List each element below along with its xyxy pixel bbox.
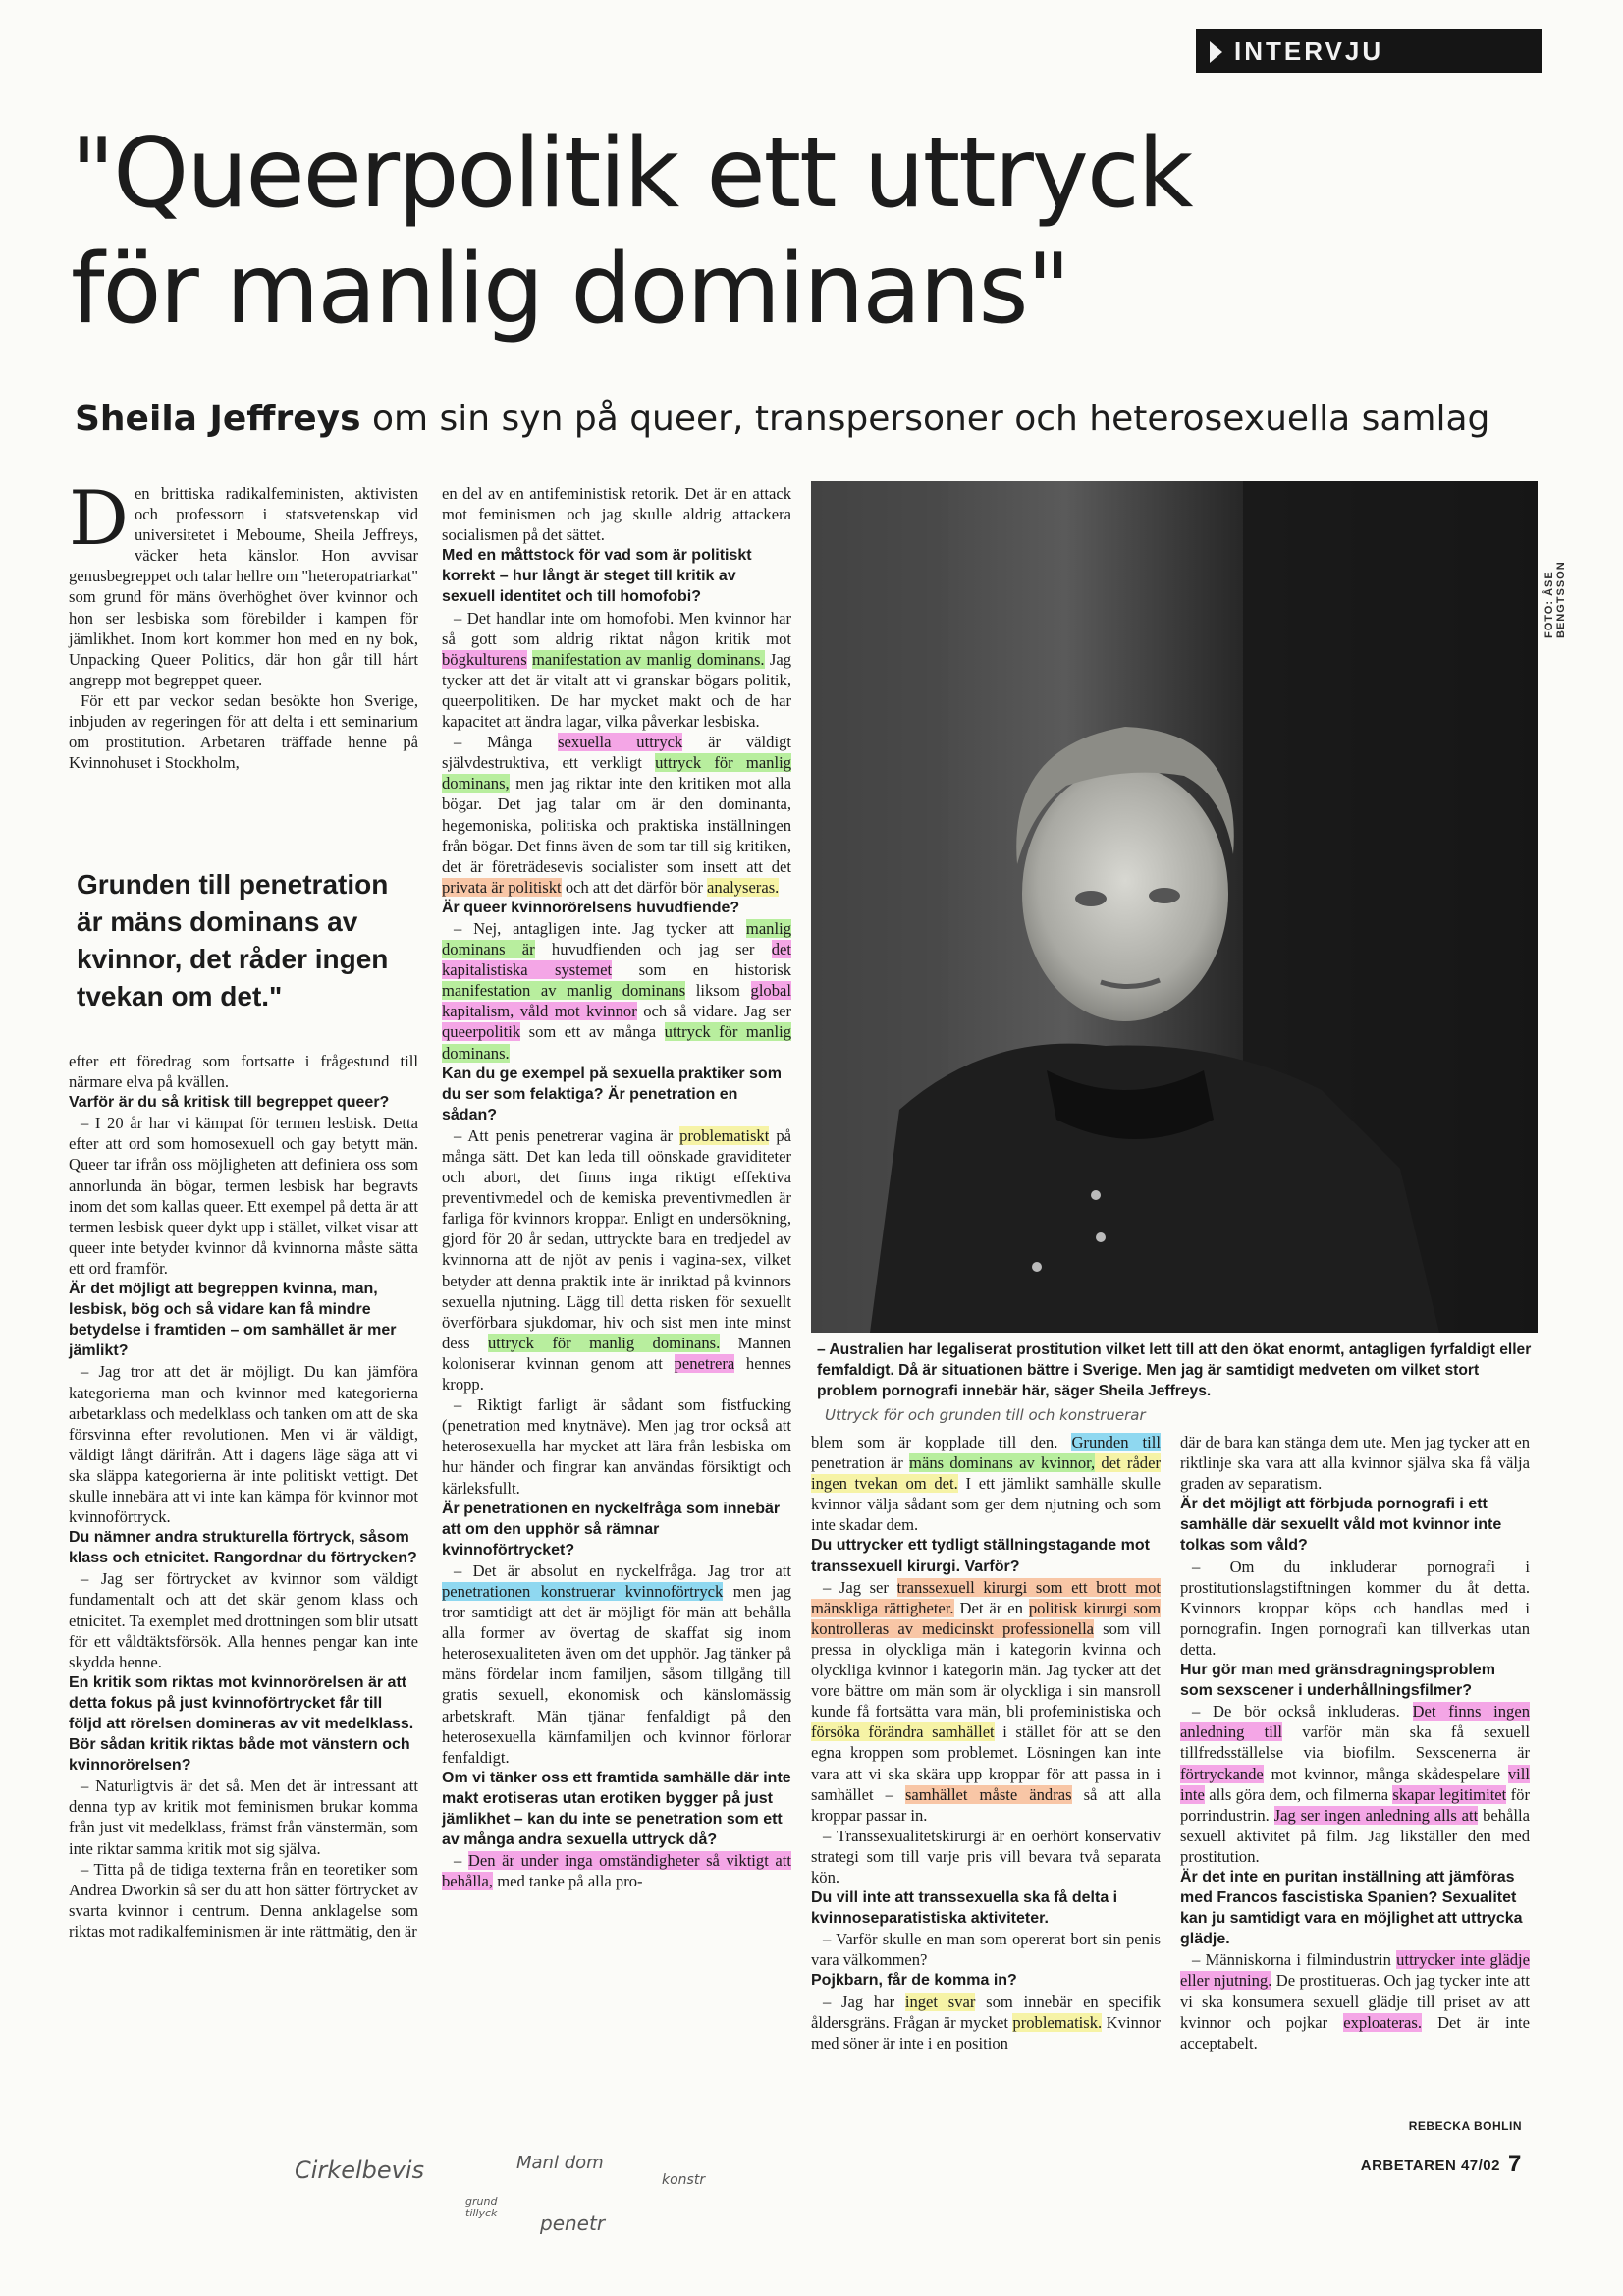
handwritten-note-4: penetr: [540, 2212, 606, 2235]
answer: – Jag ser förtrycket av kvinnor som väldigt fundamentalt och att det skär genom klass och etnicitet. Ta exemplet med drottningen som blir utsatt för ett våldtäktsförsök. Alla hennes pengar kan inte skydda henne.: [69, 1569, 418, 1671]
answer: – Det handlar inte om homofobi. Men kvinnor har så gott som aldrig riktat någon kritik mot bögkulturens manifestation av manlig dominans. Jag tycker att det är vitalt att vi granskar bögars politik, queerpolitiken. De har mycket makt och de har kapacitet att ändra lagar, vilka påverkar lesbiska.: [442, 608, 791, 732]
answer: – Människorna i filmindustrin uttrycker inte glädje eller njutning. De prostitueras. Och jag tycker inte att vi ska konsumera sexuell glädje till priset av att kvinnor och pojkar exploateras. Det är inte acceptabelt.: [1180, 1950, 1530, 2052]
question: Du nämner andra strukturella förtryck, såsom klass och etnicitet. Rangordnar du förtrycken?: [69, 1529, 417, 1567]
question: Är det inte en puritan inställning att jämföras med Francos fascistiska Spanien? Sexualitet kan ju samtidigt vara en möjlighet att uttrycka glädje.: [1180, 1868, 1523, 1948]
answer: – Att penis penetrerar vagina är problematiskt på många sätt. Det kan leda till oönskade graviditeter och abort, det finns inga riktigt effektiva preventivmedel och de kemiska preventivmedlen är farliga för kvinnors kroppar. Enligt en undersökning, gjord för 20 år sedan, uttryckte bara en tredjedel av kvinnorna att de njöt av penis i vagina-sex, vilket betyder att denna praktik inte är inriktad på kvinnors sexuella njutning. Lägg till detta risken för sexuellt överförbara sjukdomar, hiv och sist men inte minst dess uttryck för manlig dominans. Mannen koloniserar kvinnan genom att penetrera hennes kropp.: [442, 1125, 792, 1394]
answer: – Den är under inga omständigheter så viktigt att behålla, med tanke på alla pro-: [442, 1851, 792, 1891]
question: Pojkbarn, får de komma in?: [811, 1972, 1017, 1990]
answer: – Jag ser transsexuell kirurgi som ett brott mot mänskliga rättigheter. Det är en politisk kirurgi som kontrolleras av medicinskt professionella som vill pressa in olyckliga män i kategorin kvinna och olyckliga kvinnor i kategorin män. Jag tycker att det vore bättre om män som är olyckliga i sin mansroll kunde få fortsätta vara män, bli profeministiska och försöka förändra samhället i stället för att se den egna kroppen som problemet. Lösningen kan inte vara att vi ska skära upp kroppar för att passa in i samhället – samhället måste ändras så att alla kroppar passar in.: [811, 1577, 1161, 1825]
subheadline: [75, 399, 1508, 439]
headline-line-1: "Queerpolitik ett uttryck: [71, 118, 1192, 230]
column-3: [811, 1432, 1161, 2053]
answer: – I 20 år har vi kämpat för termen lesbisk. Detta efter att ord som homosexuell och gay betytt män. Queer tar ifrån oss möjligheten att definiera oss som annorlunda än bögar, termen lesbisk har begravts inom det som kallas queer. Ett exempel på detta är att termen lesbisk queer dykt upp i stället, vilket visar att queer inte betyder kvinnor då kvinnorna måste sätta ett ord framför.: [69, 1114, 418, 1278]
question: Om vi tänker oss ett framtida samhälle där inte makt erotiseras utan erotiken bygger på just jämlikhet – kan du inte se penetration som ett av många andra sexuella uttryck då?: [442, 1769, 791, 1849]
question: Är det möjligt att förbjuda pornografi i ett samhälle där sexuellt våld mot kvinnor inte tolkas som våld?: [1180, 1496, 1502, 1555]
question: Hur gör man med gränsdragningsproblem som sexscener i underhållningsfilmer?: [1180, 1662, 1495, 1700]
subhead-rest: om sin syn på queer, transpersoner och heterosexuella samlag: [371, 399, 1490, 439]
handwritten-note-2: Manl dom: [516, 2153, 604, 2173]
question: Kan du ge exempel på sexuella praktiker som du ser som felaktiga? Är penetration en sådan?: [442, 1065, 782, 1123]
answer: – Jag har inget svar som innebär en specifik åldersgräns. Frågan är mycket problematisk. Kvinnor med söner är inte i en position: [811, 1992, 1161, 2052]
publication-footer: ARBETAREN 47/02: [1360, 2158, 1500, 2174]
answer: – Det är absolut en nyckelfråga. Jag tror att penetrationen konstruerar kvinnoförtryck men jag tror samtidigt att det är möjligt för män att behålla alla former av övertag de skaffat sig inom heterosexualiteten även om det upphör. Jag tänker på mäns fördelar inom familjen, såsom tillgång till gratis sexuell, ekonomisk och känslomässig arbetskraft. Män tjänar fenfaldigt på den heterosexuella kärnfamiljen och kvinnor förlorar fenfaldigt.: [442, 1560, 791, 1767]
answer: – Nej, antagligen inte. Jag tycker att manlig dominans är huvudfienden och jag ser det kapitalistiska systemet som en historisk manifestation av manlig dominans liksom global kapitalism, våld mot kvinnor och så vidare. Jag ser queerpolitik som ett av många uttryck för manlig dominans.: [442, 918, 791, 1063]
answer: – Transsexualitetskirurgi är en oerhört konservativ strategi som till varje pris vill bevara två separata kön.: [811, 1826, 1161, 1886]
intro-paragraph-2: För ett par veckor sedan besökte hon Sverige, inbjuden av regeringen för att delta i ett seminarium om prostitution. Arbetaren träffade henne på Kvinnohuset i Stockholm,: [69, 690, 418, 773]
answer: – Många sexuella uttryck är väldigt självdestruktiva, ett verkligt uttryck för manlig dominans, men jag riktar inte den kritiken mot alla bögar. Det jag talar om är den dominanta, hegemoniska, politiska och praktiska inställningen från bögar. Det finns även de som tar till sig kritiken, det är företrädesevis socialister som insett att det privata är politiskt och att det därför bör analyseras.: [442, 733, 791, 897]
intro-paragraph: Den brittiska radikalfeministen, aktivisten och professorn i statsvetenskap vid universitetet i Meboume, Sheila Jeffreys, väcker heta känslor. Hon avvisar genusbegreppet och talar hellre om "heteropatriarkat" som grund för mäns överhöghet över kvinnor och hon ser lesbiska som förebilder i kampen för jämlikhet. Inom kort kommer hon med en ny bok, Unpacking Queer Politics, där hon går till hårt angrepp mot begreppet queer.: [69, 474, 418, 689]
portrait-illustration: [811, 481, 1538, 1333]
section-tag-label: INTERVJU: [1234, 36, 1384, 66]
column-1-continued: [69, 1051, 418, 1941]
answer: – Om du inkluderar pornografi i prostitutionslagstiftningen kommer du åt detta. Kvinnors kroppar köps och handlas med i pornografin. Ingen pornografi kan tillverkas utan detta.: [1180, 1557, 1530, 1659]
paragraph: där de bara kan stänga dem ute. Men jag tycker att en riktlinje ska vara att alla kvinnor själva ska få välja graden av separatism.: [1180, 1433, 1530, 1494]
play-triangle-icon: [1210, 41, 1222, 63]
column-2: [442, 483, 791, 1891]
answer: – De bör också inkluderas. Det finns ingen anledning till varför män ska få sexuell tillfredsställelse via biofilm. Sexscenerna är förtryckande mot kvinnor, många skådespelare vill inte alls göra dem, och filmerna skapar legitimitet för porrindustrin. Jag ser ingen anledning alls att behålla sexuell aktivitet på film. Jag likställer den med prostitution.: [1180, 1702, 1531, 1866]
photo-credit: FOTO: ÅSE BENGTSSON: [1543, 561, 1567, 638]
handwritten-note-col3: Uttryck för och grunden till och konstruerar: [825, 1406, 1146, 1424]
question: Med en måttstock för vad som är politiskt korrekt – hur långt är steget till kritik av sexuell identitet och till homofobi?: [442, 547, 752, 606]
photo-caption: – Australien har legaliserat prostitution vilket lett till att den ökat enormt, antagligen fyrfaldigt eller femfaldigt. Då är situationen bättre i Sverige. Men jag är samtidigt medveten om vilket stort problem pornografi innebär här, säger Sheila Jeffreys.: [817, 1341, 1532, 1399]
question: Du uttrycker ett tydligt ställningstagande mot transsexuell kirurgi. Varför?: [811, 1537, 1150, 1575]
handwritten-note-1: Cirkelbevis: [295, 2157, 424, 2184]
pull-quote: Grunden till penetration är mäns dominans av kvinnor, det råder ingen tvekan om det.": [77, 869, 389, 1011]
answer: – Naturligtvis är det så. Men det är intressant att denna typ av kritik mot feminismen brukar komma från just vit medelklass, främst från vänstermän, som inte riktar samma kritik mot sig själva.: [69, 1777, 418, 1858]
column-1: [69, 474, 418, 773]
paragraph: efter ett föredrag som fortsatte i frågestund till närmare elva på kvällen.: [69, 1052, 418, 1092]
answer: blem som är kopplade till den. Grunden till penetration är mäns dominans av kvinnor, det råder ingen tvekan om det. I ett jämlikt samhälle skulle kvinnor välja sådant som ger dem njutning och som inte skadar dem.: [811, 1433, 1161, 1535]
question: En kritik som riktas mot kvinnorörelsen är att detta fokus på just kvinnoförtrycket får till följd att rörelsen domineras av vit medelklass. Bör sådan kritik riktas både mot vänstern och kvinnorörelsen?: [69, 1673, 414, 1775]
answer: – Jag tror att det är möjligt. Du kan jämföra kategorierna man och kvinnor med kategorierna arbetarklass och medelklass och tanken om att de ska försvinna efter revolutionen. Men vi är väldigt, väldigt långt därifrån. Att i dagens läge säga att vi ska släppa kategorierna är inte politiskt vettigt. Det skulle innebära att vi inte kan kämpa för kvinnor mot kvinnoförtryck.: [69, 1362, 418, 1527]
question: Varför är du så kritisk till begreppet queer?: [69, 1094, 390, 1112]
headline: [71, 116, 1465, 348]
page-number: 7: [1508, 2151, 1522, 2177]
question: Du vill inte att transsexuella ska få delta i kvinnoseparatistiska aktiviteter.: [811, 1889, 1118, 1928]
column-4: [1180, 1432, 1530, 2053]
paragraph: en del av en antifeministisk retorik. Det är en attack mot feminismen och jag skulle aldrig attackera socialismen på det sättet.: [442, 484, 791, 545]
question: Är queer kvinnorörelsens huvudfiende?: [442, 899, 740, 916]
headline-line-2: för manlig dominans": [71, 234, 1069, 346]
answer: – Varför skulle en man som opererat bort sin penis vara välkommen?: [811, 1930, 1161, 1970]
question: Är det möjligt att begreppen kvinna, man, lesbisk, bög och så vidare kan få mindre betydelse i framtiden – om samhället är mer jämlikt?: [69, 1281, 397, 1360]
byline: REBECKA BOHLIN: [1408, 2119, 1522, 2133]
answer: – Riktigt farligt är sådant som fistfucking (penetration med knytnäve). Men jag tror också att heterosexuella har mycket att lära från lesbiska om hur händer och fingrar kan användas försiktigt och kärleksfullt.: [442, 1395, 791, 1498]
subhead-name: Sheila Jeffreys: [75, 399, 361, 439]
handwritten-note-3: grund tillyck: [465, 2195, 498, 2219]
dropcap: D: [69, 474, 129, 562]
section-tag: [1196, 29, 1542, 73]
portrait-photo: [811, 481, 1538, 1333]
question: Är penetrationen en nyckelfråga som innebär att om den upphör så rämnar kvinnoförtrycket?: [442, 1500, 781, 1558]
answer: – Titta på de tidiga texterna från en teoretiker som Andrea Dworkin så ser du att hon sätter förtrycket av svarta kvinnor i centrum. Denna anklagelse som riktas mot radikalfeminismen är inte rättmätig, den är: [69, 1859, 418, 1941]
handwritten-note-5: konstr: [662, 2172, 706, 2188]
